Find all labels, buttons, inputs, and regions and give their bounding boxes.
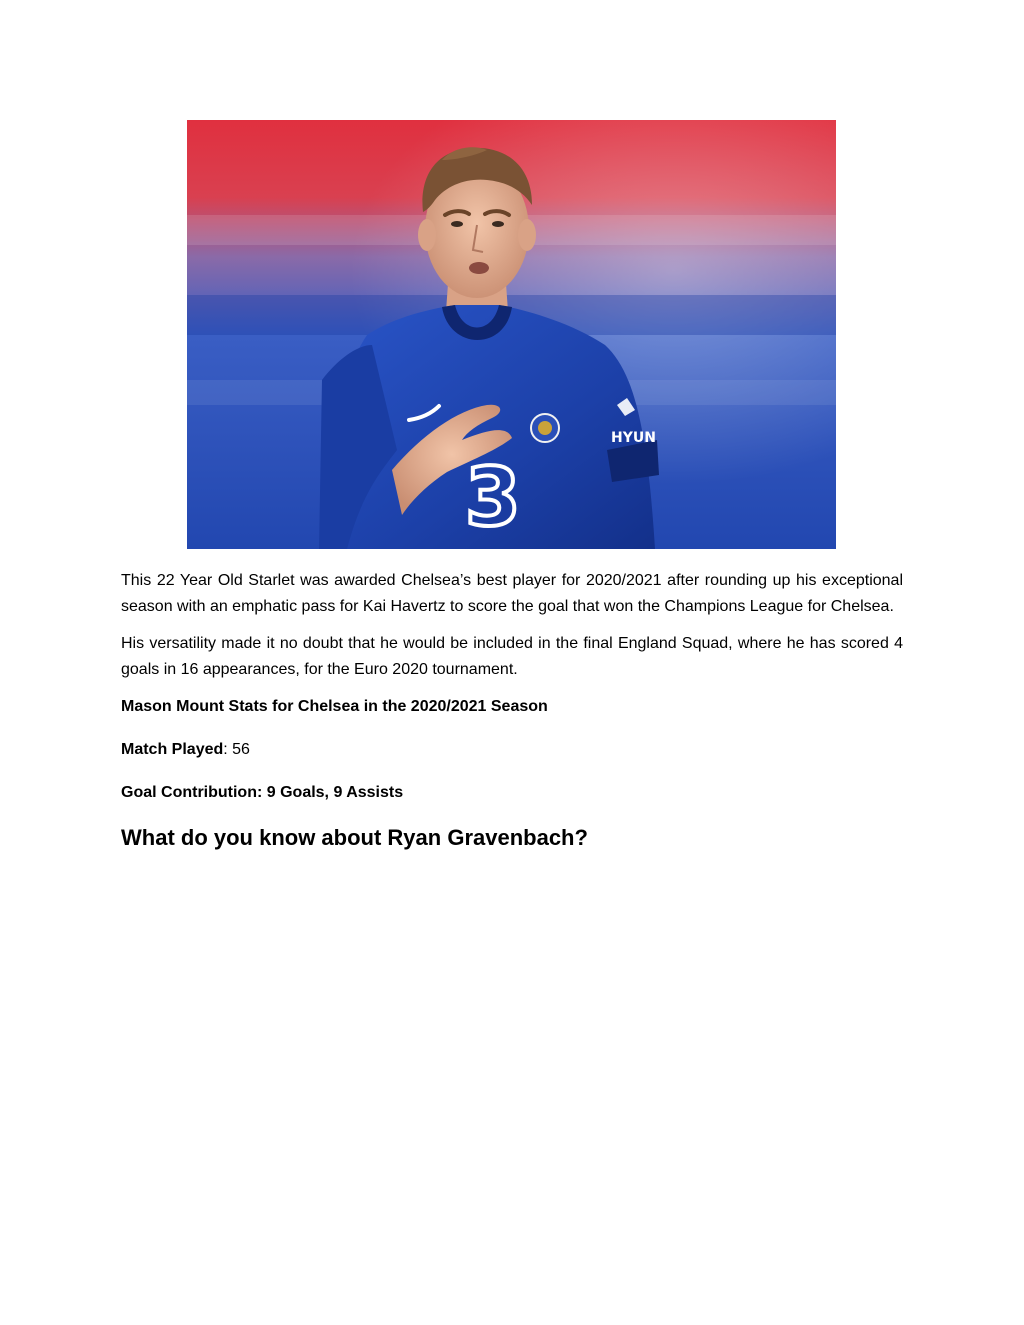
matches-played-value: : 56 <box>223 741 250 758</box>
intro-paragraph: This 22 Year Old Starlet was awarded Chelsea’s best player for 2020/2021 after rounding up his exceptional season with an emphatic pass for Kai Havertz to score the goal that won the Champions League for Chelsea. <box>121 572 903 615</box>
svg-text:3: 3 <box>465 451 521 544</box>
article-body <box>121 568 903 853</box>
player-photo <box>187 120 836 549</box>
section-heading: What do you know about Ryan Gravenbach? <box>121 825 588 850</box>
matches-played-label: Match Played <box>121 741 224 758</box>
goal-contribution-line: Goal Contribution: 9 Goals, 9 Assists <box>121 784 404 801</box>
stats-heading: Mason Mount Stats for Chelsea in the 2020/2021 Season <box>121 698 548 715</box>
versatility-paragraph: His versatility made it no doubt that he would be included in the final England Squad, where he has scored 4 goals in 16 appearances, for the Euro 2020 tournament. <box>121 635 903 678</box>
sleeve-sponsor-text: HYUN <box>611 430 656 446</box>
matches-played-line <box>121 737 903 763</box>
